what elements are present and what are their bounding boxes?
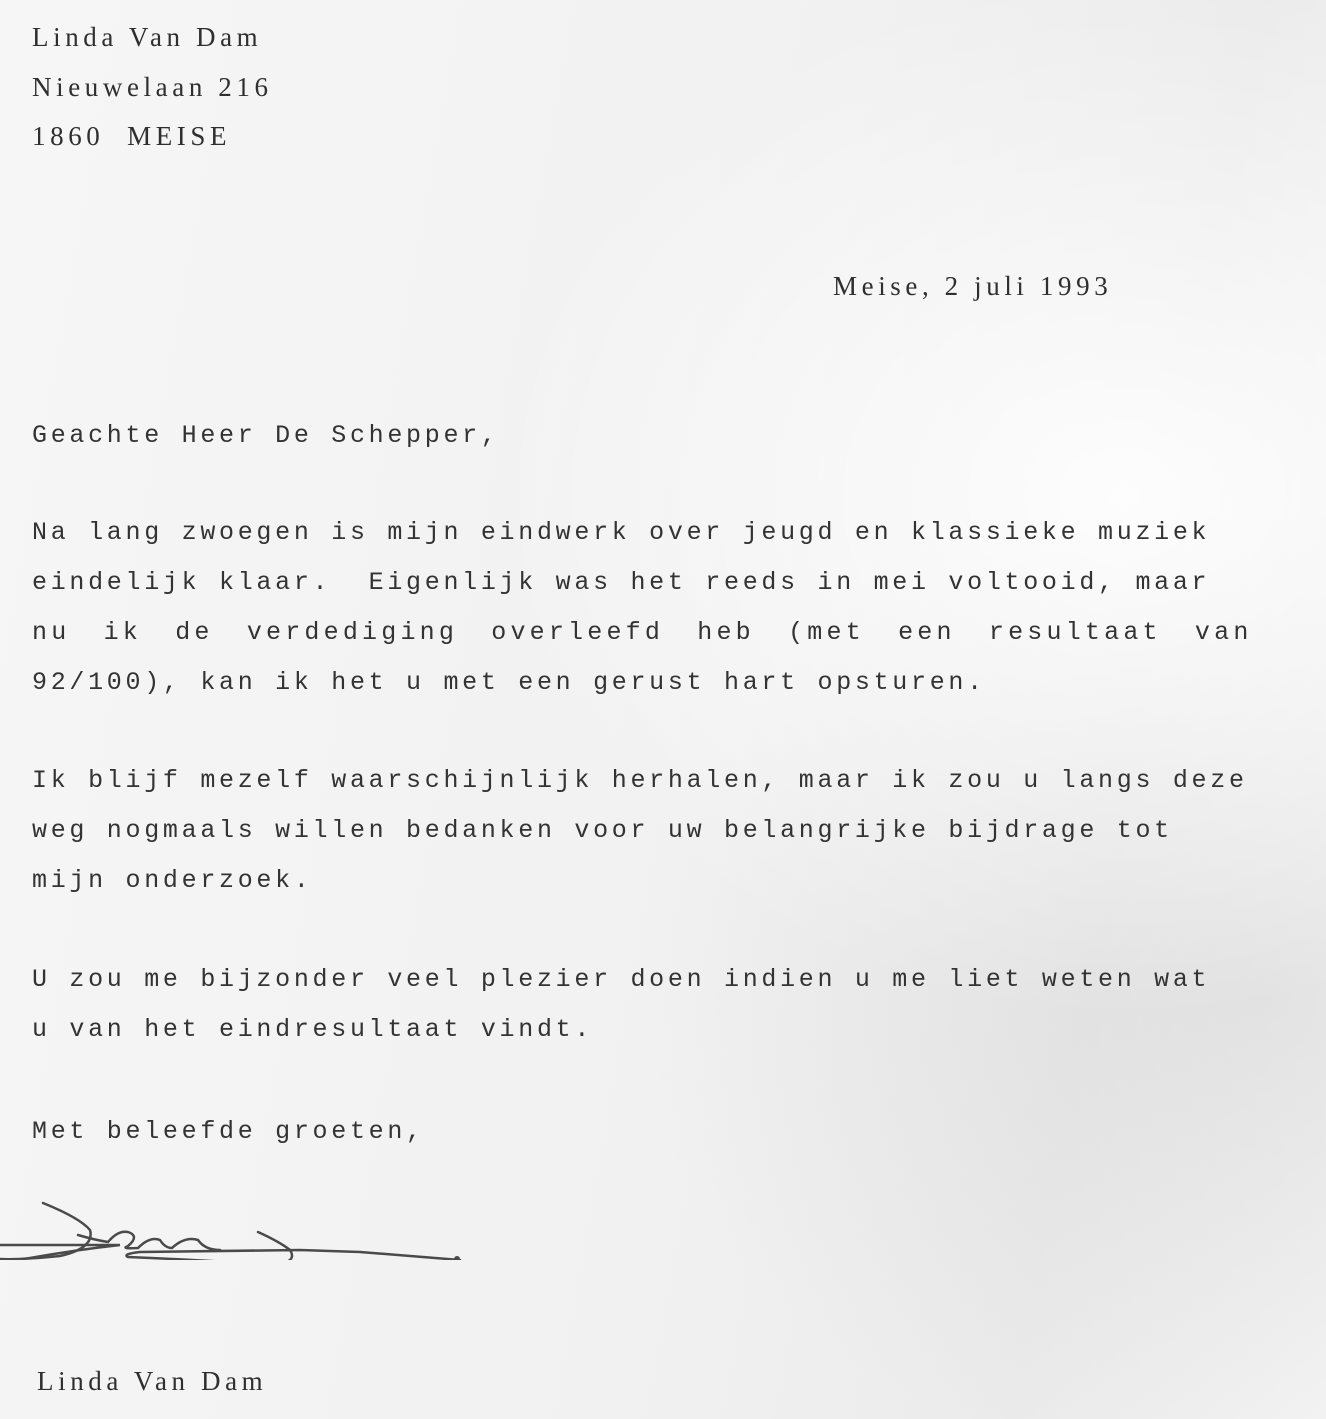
paragraph-1-line-3: nu ik de verdediging overleefd heb (met een resultaat van: [32, 618, 1253, 647]
closing: Met beleefde groeten,: [32, 1117, 425, 1146]
paragraph-2-line-1: Ik blijf mezelf waarschijnlijk herhalen, maar ik zou u langs deze: [32, 766, 1248, 795]
sender-name: Linda Van Dam: [32, 22, 263, 52]
paragraph-2-line-3: mijn onderzoek.: [32, 866, 313, 895]
paragraph-2-line-2: weg nogmaals willen bedanken voor uw belangrijke bijdrage tot: [32, 816, 1173, 845]
paragraph-3-line-1: U zou me bijzonder veel plezier doen indien u me liet weten wat: [32, 965, 1211, 994]
signature-name: Linda Van Dam: [37, 1366, 268, 1396]
sender-city: 1860 MEISE: [32, 121, 232, 151]
paragraph-1-line-4: 92/100), kan ik het u met een gerust hart opsturen.: [32, 668, 986, 697]
sender-street: Nieuwelaan 216: [32, 72, 273, 102]
paragraph-3-line-2: u van het eindresultaat vindt.: [32, 1015, 594, 1044]
salutation: Geachte Heer De Schepper,: [32, 421, 500, 450]
paragraph-1-line-1: Na lang zwoegen is mijn eindwerk over jeugd en klassieke muziek: [32, 518, 1211, 547]
handwritten-signature-icon: [0, 1170, 470, 1260]
paragraph-1-line-2: eindelijk klaar. Eigenlijk was het reeds in mei voltooid, maar: [32, 568, 1211, 597]
place-date: Meise, 2 juli 1993: [833, 271, 1113, 301]
